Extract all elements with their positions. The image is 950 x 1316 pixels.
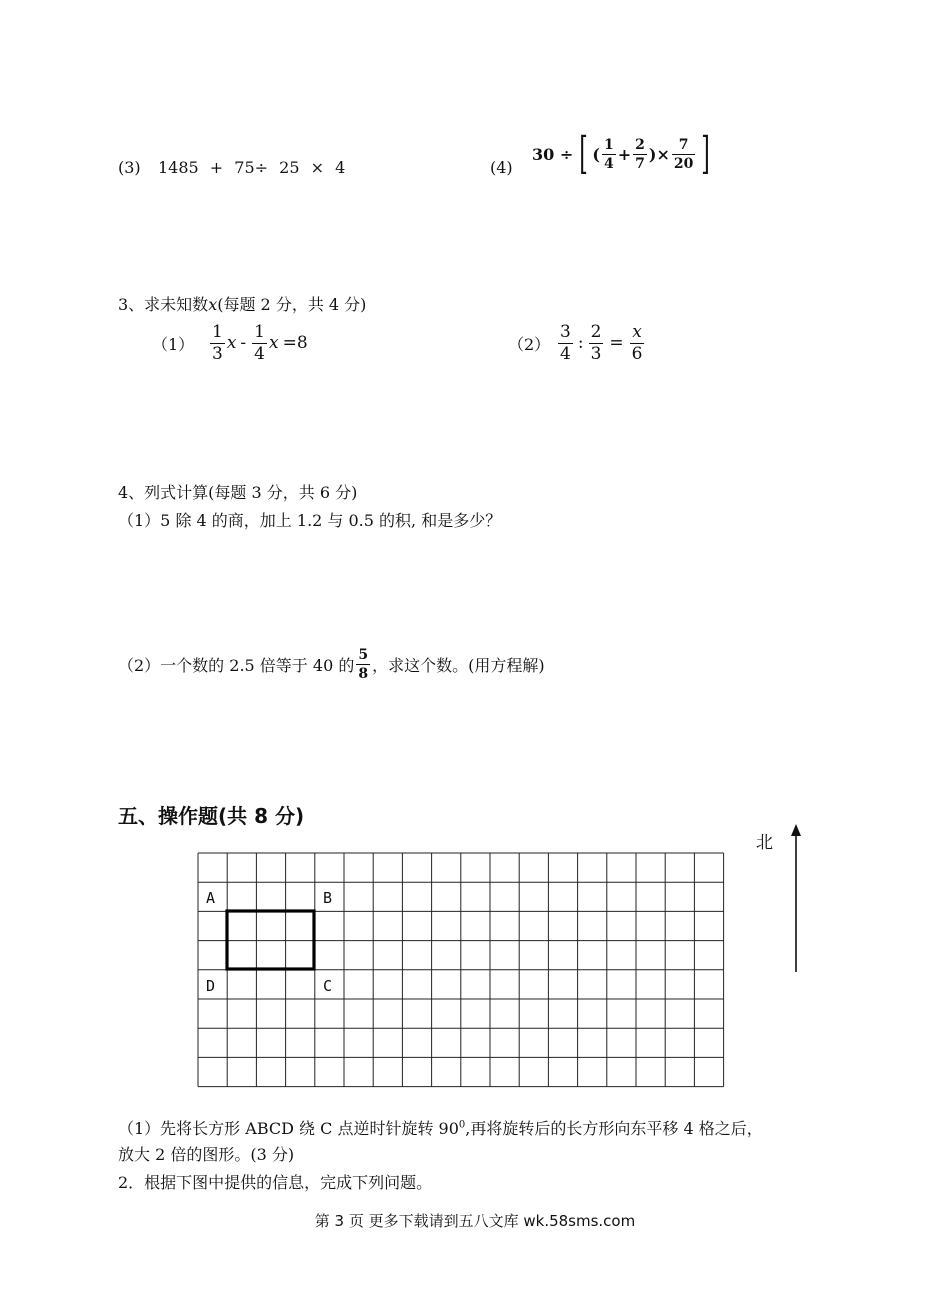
rectangle-abcd: [227, 911, 314, 969]
section-title: 五、操作题(共 8 分): [118, 804, 305, 828]
label-d: D: [206, 977, 216, 995]
operation-q1-line2: 放大 2 倍的图形。(3 分): [118, 1145, 295, 1164]
q4-left-bracket: [: [579, 128, 589, 179]
solve-q2-label: （2）: [508, 335, 551, 354]
q2-fraction-c: $\frac{x}{6}$: [631, 321, 643, 364]
solve-heading: 3、求未知数x(每题 2 分，共 4 分): [118, 295, 367, 314]
solve-q1-label: （1）: [152, 335, 195, 354]
calc-q4-expression: [532, 128, 715, 180]
label-a: A: [206, 889, 216, 907]
operation-q2: 2．根据下图中提供的信息，完成下列问题。: [118, 1173, 433, 1192]
q4-fraction-2: $\frac{2}{7}$: [635, 136, 645, 172]
north-arrow-icon: [786, 822, 806, 974]
grid: [197, 852, 727, 1088]
calc-q4-label: (4): [490, 158, 513, 177]
word-q2-fraction: $\frac{5}{8}$: [358, 646, 369, 682]
calc-q3-expression: 1485 + 75÷ 25 × 4: [158, 158, 346, 177]
solve-q1-equation: $\frac{1}{3}$ x - $\frac{1}{4}$ x =8: [212, 321, 308, 364]
q4-lparen: (: [592, 144, 600, 164]
q2-fraction-b: $\frac{2}{3}$: [590, 321, 602, 364]
q4-fraction-1: $\frac{1}{4}$: [604, 136, 614, 172]
q1-fraction-b: $\frac{1}{4}$: [254, 321, 265, 364]
label-c: C: [323, 977, 333, 995]
solve-q2-equation: $\frac{3}{4}$ : $\frac{2}{3}$ = $\frac{x}{6}$: [560, 321, 643, 364]
north-label: 北: [756, 833, 773, 853]
word-q2: （2）一个数的 2.5 倍等于 40 的 $\frac{5}{8}$ ，求这个数。(用方程解): [118, 646, 545, 682]
word-q1: （1）5 除 4 的商，加上 1.2 与 0.5 的积, 和是多少？: [118, 511, 502, 530]
calc-q3-label: (3): [118, 158, 141, 177]
q4-right-bracket: ]: [701, 128, 711, 179]
q4-rparen-times: )×: [648, 144, 670, 164]
q2-fraction-a: $\frac{3}{4}$: [560, 321, 571, 364]
q4-lead: 30 ÷: [532, 144, 574, 164]
q4-fraction-3: $\frac{7}{20}$: [673, 136, 694, 172]
q4-plus: +: [617, 144, 632, 164]
q1-fraction-a: $\frac{1}{3}$: [212, 321, 223, 364]
word-heading: 4、列式计算(每题 3 分，共 6 分): [118, 483, 358, 502]
label-b: B: [323, 889, 333, 907]
operation-q1-line1: （1）先将长方形 ABCD 绕 C 点逆时针旋转 $90^0$,再将旋转后的长方形向东平移 4 格之后，: [118, 1119, 763, 1138]
page-footer: 第 3 页 更多下载请到五八文库 wk.58sms.com: [314, 1212, 636, 1230]
